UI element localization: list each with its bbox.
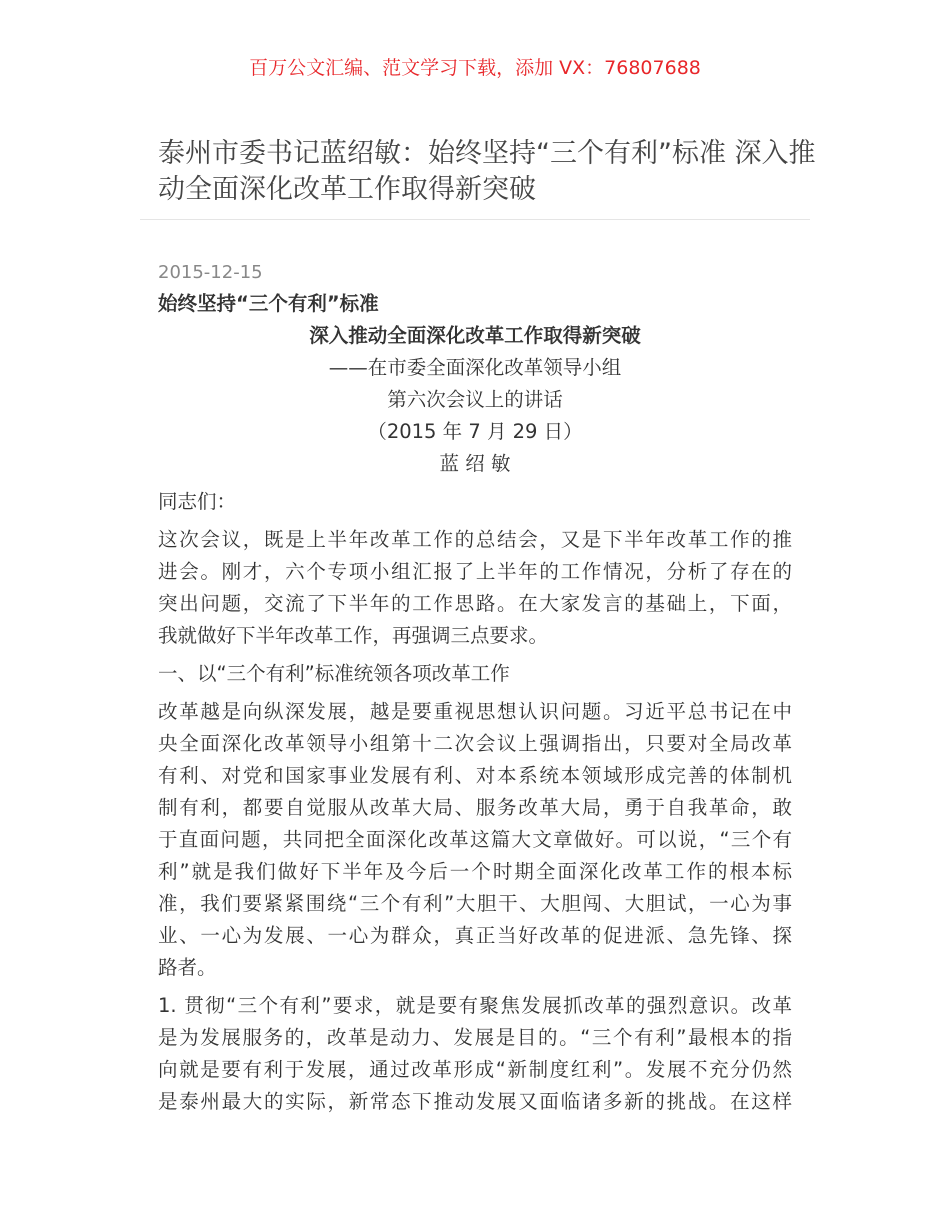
publish-date: 2015-12-15 [158,262,263,283]
article-body [158,258,792,1118]
paragraph [158,696,792,984]
speech-date: （2015 年 7 月 29 日） [367,420,583,443]
paragraph-line: 是泰州最大的实际，新常态下推动发展又面临诸多新的挑战。在这样 [158,1090,792,1113]
paragraph-line: 突出问题，交流了下半年的工作思路。在大家发言的基础上，下面， [158,592,792,615]
paragraph-line: 利”就是我们做好下半年及今后一个时期全面深化改革工作的根本标 [158,860,792,883]
paragraph-line: 我就做好下半年改革工作，再强调三点要求。 [158,624,549,647]
paragraph-line: 这次会议，既是上半年改革工作的总结会，又是下半年改革工作的推 [158,528,792,551]
paragraph [158,524,792,652]
paragraph-line: 路者。 [158,956,217,979]
speech-context: ——在市委全面深化改革领导小组 [328,356,622,379]
title-divider [140,219,810,220]
paragraph-line: 是为发展服务的，改革是动力、发展是目的。“三个有利”最根本的指 [158,1026,792,1049]
article-title [158,136,816,208]
heading: 始终坚持“三个有利”标准 [158,292,379,315]
paragraph-line: 有利、对党和国家事业发展有利、对本系统本领域形成完善的体制机 [158,764,792,787]
paragraph [158,990,792,1118]
title-line: 动全面深化改革工作取得新突破 [158,174,536,205]
paragraph-line: 制有利，都要自觉服从改革大局、服务改革大局，勇于自我革命，敢 [158,796,792,819]
speech-context: 第六次会议上的讲话 [387,388,563,411]
paragraph-line: 准，我们要紧紧围绕“三个有利”大胆干、大胆闯、大胆试，一心为事 [158,892,792,915]
paragraph-line: 进会。刚才，六个专项小组汇报了上半年的工作情况，分析了存在的 [158,560,792,583]
download-banner: 百万公文汇编、范文学习下载，添加 VX：76807688 [249,57,701,79]
paragraph-line: 向就是要有利于发展，通过改革形成“新制度红利”。发展不充分仍然 [158,1058,792,1081]
salutation: 同志们： [158,490,237,513]
paragraph-line: 改革越是向纵深发展，越是要重视思想认识问题。习近平总书记在中 [158,700,792,723]
paragraph-line: 业、一心为发展、一心为群众，真正当好改革的促进派、急先锋、探 [158,924,792,947]
paragraph-line: 1. 贯彻“三个有利”要求，就是要有聚焦发展抓改革的强烈意识。改革 [158,994,792,1017]
speaker-name: 蓝 绍 敏 [439,452,511,475]
title-line: 泰州市委书记蓝绍敏：始终坚持“三个有利”标准 深入推 [158,138,816,169]
paragraph-line: 于直面问题，共同把全面深化改革这篇大文章做好。可以说，“三个有 [158,828,792,851]
subheading: 深入推动全面深化改革工作取得新突破 [309,324,641,347]
section-heading: 一、以“三个有利”标准统领各项改革工作 [158,662,510,685]
paragraph-line: 央全面深化改革领导小组第十二次会议上强调指出，只要对全局改革 [158,732,792,755]
